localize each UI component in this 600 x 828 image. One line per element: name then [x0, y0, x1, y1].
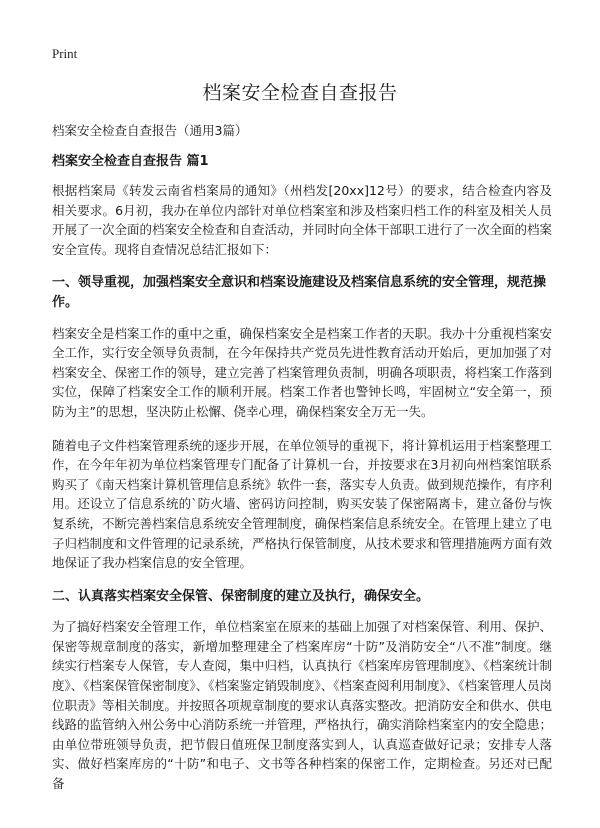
heading-1: 一、领导重视，加强档案安全意识和档案设施建设及档案信息系统的安全管理，规范操作。	[52, 275, 547, 310]
paragraph-1: 档案安全是档案工作的重中之重，确保档案安全是档案工作者的天职。我办十分重视档案安全工作，实行安全领导负责制，在今年保持共产党员先进性教育活动开始后，更加加强了对档案安全、保密工作的领导，建立完善了档案管理负责制，明确各项职责，将档案工作落到实位，保障了档案安全工作的顺利开展。档案工作者也警钟长鸣，牢固树立“安全第一，预防为主”的思想，坚决防止松懈、侥幸心理，确保档案安全万无一失。	[52, 325, 553, 419]
heading-2: 二、认真落实档案安全保管、保密制度的建立及执行，确保安全。	[52, 588, 430, 604]
document-title: 档案安全检查自查报告	[202, 82, 398, 104]
section-title: 档案安全检查自查报告 篇1	[52, 154, 209, 169]
paragraph-2: 随着电子文件档案管理系统的逐步开展，在单位领导的重视下，将计算机运用于档案整理工作，在今年年初为单位档案管理专门配备了计算机一台，并按要求在3月初向州档案馆联系购买了《南天档案计算机管理信息系统》软件一套，落实专人负责。做到规范操作，有序利用。还设立了信息系统的`防火墙、密码访问控制，购买安装了保密隔离卡，建立备份与恢复系统，不断完善档案信息系统安全管理制度，确保档案信息系统安全。在管理上建立了电子归档制度和文件管理的记录系统，严格执行保管制度，从技术要求和管理措施两方面有效地保证了我办档案信息的安全管理。	[52, 437, 553, 571]
document-body	[52, 181, 552, 808]
document-subtitle: 档案安全检查自查报告（通用3篇）	[52, 123, 248, 138]
paragraph-3: 为了搞好档案安全管理工作，单位档案室在原来的基础上加强了对档案保管、利用、保护、保密等规章制度的落实，新增加整理建全了档案库房“十防”及消防安全“八不准”制度。继续实行档案专人保管，专人查阅，集中归档，认真执行《档案库房管理制度》、《档案统计制度》、《档案保管保密制度》、《档案鉴定销毁制度》、《档案查阅利用制度》、《档案管理人员岗位职责》等相关制度。并按照各项规章制度的要求认真落实整改。把消防安全和供水、供电线路的监管纳入州公务中心消防系统一并管理，严格执行，确实消除档案室内的安全隐患；由单位带班领导负责，把节假日值班保卫制度落实到人，认真巡查做好记录；安排专人落实、做好档案库房的“十防”和电子、文书等各种档案的保密工作，定期检查。另还对已配备	[52, 619, 553, 792]
intro-paragraph: 根据档案局《转发云南省档案局的通知》（州档发[20xx]12号）的要求，结合检查内容及相关要求。6月初，我办在单位内部针对单位档案室和涉及档案归档工作的科室及相关人员开展了一次全面的档案安全检查和自查活动，并同时向全体干部职工进行了一次全面的档案安全宣传。现将自查情况总结汇报如下：	[52, 183, 553, 257]
print-link[interactable]: Print	[52, 46, 78, 61]
